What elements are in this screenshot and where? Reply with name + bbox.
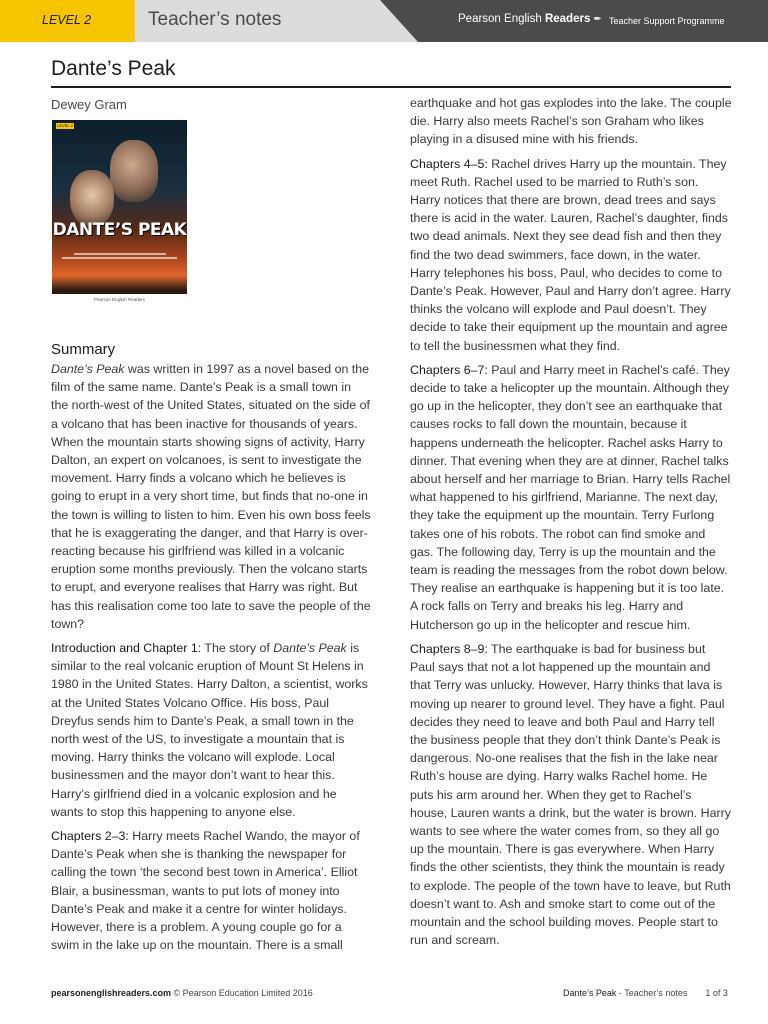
chapter-1-paragraph: Introduction and Chapter 1: The story of Dante’s Peak is similar to the real volcanic eruption of Mount St Helens in 1980 in the United States. Harry Dalton, a scientist, works at the United States Volcano Office. His boss, Paul Dreyfus sends him to Dante’s Peak, a small town in the north west of the US, to investigate a mountain that is moving. Harry thinks the volcano will explode. Local businessmen and the mayor don’t want to hear this. Harry’s girlfriend died in a volcanic explosion and he wants to stop this happening to anyone else. bbox=[51, 641, 368, 819]
section-title: Teacher’s notes bbox=[148, 9, 282, 30]
page-header bbox=[0, 0, 768, 42]
footer-copyright: © Pearson Education Limited 2016 bbox=[171, 988, 313, 998]
chapter-1-label: Introduction and Chapter 1: bbox=[51, 641, 202, 656]
footer-book-title: Dante’s Peak bbox=[563, 988, 617, 998]
brand-logo bbox=[458, 13, 606, 25]
footer-site-link[interactable]: pearsonenglishreaders.com bbox=[51, 988, 172, 998]
cover-title: DANTE’S PEAK bbox=[52, 220, 187, 240]
pen-icon: ✒ bbox=[593, 14, 602, 25]
chapters-8-9-label: Chapters 8–9: bbox=[410, 641, 488, 656]
level-label: LEVEL 2 bbox=[42, 13, 92, 27]
footer-doc-label: - Teacher’s notes bbox=[616, 988, 688, 998]
book-cover-image bbox=[52, 120, 187, 305]
chapters-2-3-paragraph-end: earthquake and hot gas explodes into the lake. The couple die. Harry also meets Rachel’s son Graham who likes playing in a disused mine with his friends. bbox=[410, 96, 732, 147]
chapters-2-3-label: Chapters 2–3: bbox=[51, 829, 129, 844]
chapters-6-7-label: Chapters 6–7: bbox=[410, 362, 488, 377]
right-column bbox=[410, 94, 732, 955]
footer-left bbox=[51, 988, 313, 998]
page-title: Dante’s Peak bbox=[51, 57, 176, 80]
brand-bold: Readers bbox=[544, 13, 591, 25]
chapters-4-5-paragraph: Chapters 4–5: Rachel drives Harry up the mountain. They meet Ruth. Rachel used to be married to Ruth’s son. Harry notices that there are brown, dead trees and says there is acid in the water. Lauren, Rachel’s daughter, finds two dead animals. Next they see dead fish and then they find the two dead swimmers, face down, in the water. Harry telephones his boss, Paul, who decides to come to Dante’s Peak. However, Paul and Harry don’t agree. Harry thinks the volcano will explode and Paul doesn’t. They decide to take their equipment up the mountain and agree to tell the businessmen what they find. bbox=[410, 156, 731, 353]
cover-level-tag: LEVEL 2 bbox=[57, 123, 73, 128]
summary-book-title: Dante’s Peak bbox=[51, 362, 125, 376]
footer-right bbox=[563, 988, 728, 998]
level-badge bbox=[0, 0, 135, 42]
cover-credits bbox=[62, 253, 177, 261]
chapters-2-3-paragraph-start: Chapters 2–3: Harry meets Rachel Wando, the mayor of Dante’s Peak when she is thanking the newspaper for calling the town ‘the second best town in America’. Elliot Blair, a businessman, wants to put lots of money into Dante’s Peak and make it a centre for winter holidays. However, there is a problem. A young couple go for a swim in the lake up on the mountain. There is a small bbox=[51, 829, 360, 953]
left-column bbox=[51, 340, 371, 961]
cover-portrait-man bbox=[110, 140, 158, 202]
cover-publisher: Pearson English Readers bbox=[52, 294, 187, 305]
summary-heading: Summary bbox=[51, 341, 116, 358]
cover-portrait-woman bbox=[70, 170, 114, 226]
author-name: Dewey Gram bbox=[51, 97, 127, 112]
summary-paragraph: Dante’s Peak was written in 1997 as a novel based on the film of the same name. Dante’s Peak is a small town in the north-west of the United States, situated on the side of a volcano that has been inactive for thousands of years. When the mountain starts showing signs of activity, Harry Dalton, an expert on volcanoes, is sent to investigate the movement. Harry finds a volcano which he believes is going to erupt in a very short time, but finds that no-one in the town is willing to listen to him. Even his own boss feels that he is exaggerating the danger, and that Harry is over-reacting because his girlfriend was killed in a volcanic eruption some months previously. Then the volcano starts to erupt, and everyone realises that Harry was right. But has this realisation come too late to save the people of the town? bbox=[51, 362, 371, 631]
chapters-6-7-paragraph: Chapters 6–7: Paul and Harry meet in Rachel’s café. They decide to take a helicopter up the mountain. Although they go up in the helicopter, they don’t see an earthquake that causes rocks to fall down the mountain, because it happens underneath the helicopter. Rachel asks Harry to dinner. That evening when they are at dinner, Rachel talks about herself and her marriage to Brian. Harry tells Rachel what happened to his girlfriend, Marianne. The next day, they take the equipment up the mountain. Terry Furlong takes one of his robots. The robot can find smoke and gas. The following day, Terry is up the mountain and the team is reading the messages from the robot down below. They realise an earthquake is happening but it is too late. A rock falls on Terry and breaks his leg. Harry and Hutcherson go up in the helicopter and rescue him. bbox=[410, 362, 731, 632]
chapters-8-9-paragraph: Chapters 8–9: The earthquake is bad for business but Paul says that not a lot happened up the mountain and that Terry was unlucky. However, Harry thinks that lava is moving up nearer to ground level. They have a fight. Paul decides they need to leave and both Paul and Harry tell the business people that they don’t think Dante’s Peak is dangerous. No-one realises that the fish in the lake near Ruth’s house are dying. Harry walks Rachel home. He puts his arm around her. When they get to Rachel’s house, Lauren wants a drink, but the water is brown. Harry wants to see where the water comes from, so they all go up the mountain. There is gas everywhere. When Harry finds the other scientists, they think the mountain is ready to explode. The people of the town have to leave, but Ruth doesn’t want to. Ash and smoke start to come out of the mountain and the school building moves. People start to run and scream. bbox=[410, 641, 731, 948]
page-number: 1 of 3 bbox=[705, 988, 728, 998]
chapters-4-5-label: Chapters 4–5: bbox=[410, 156, 488, 171]
brand-plain: Pearson English bbox=[458, 13, 545, 25]
programme-label: Teacher Support Programme bbox=[609, 16, 725, 26]
title-divider bbox=[51, 86, 731, 88]
